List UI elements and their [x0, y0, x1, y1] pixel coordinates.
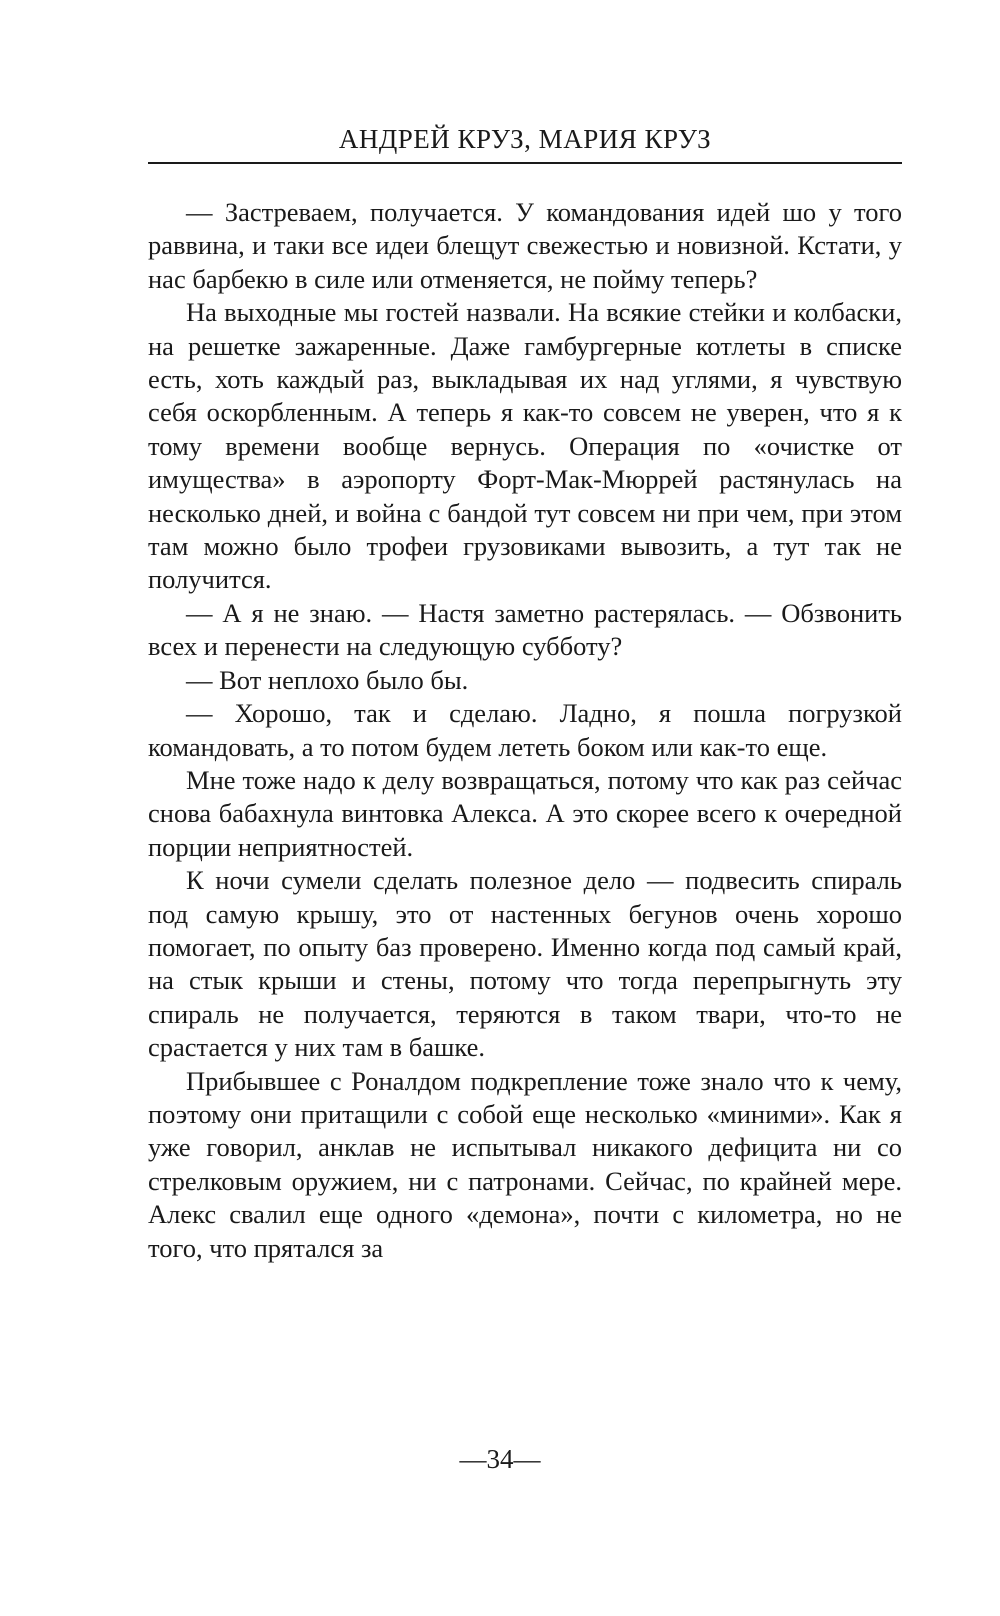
paragraph: На выходные мы гостей назвали. На всякие стейки и колбаски, на решетке зажаренные. Даже гамбургерные котлеты в списке есть, хоть каждый раз, выкладывая их над углями, я чувствую себя оскорбленным. А теперь я как-то совсем не уверен, что я к тому времени вообще вернусь. Операция по «очистке от имущества» в аэропорту Форт-Мак-Мюррей растянулась на несколько дней, и война с бандой тут совсем ни при чем, при этом там можно было трофеи грузовиками вывозить, а тут так не получится.	[148, 297, 902, 595]
paragraph: К ночи сумели сделать полезное дело — подвесить спираль под самую крышу, это от настенных бегунов очень хорошо помогает, по опыту баз проверено. Именно когда под самый край, на стык крыши и стены, потому что тогда перепрыгнуть эту спираль не получается, теряются в таком твари, что-то не срастается у них там в башке.	[148, 865, 902, 1063]
paragraph: Мне тоже надо к делу возвращаться, потому что как раз сейчас снова бабахнула винтовка Алекса. А это скорее всего к очередной порции неприятностей.	[148, 764, 902, 862]
paragraph: — А я не знаю. — Настя заметно растерялась. — Обзвонить всех и перенести на следующую субботу?	[148, 597, 902, 662]
paragraph: — Вот неплохо было бы.	[186, 664, 469, 695]
running-title: АНДРЕЙ КРУЗ, МАРИЯ КРУЗ	[338, 124, 712, 154]
page-number: —34—	[459, 1444, 541, 1474]
paragraph: — Хорошо, так и сделаю. Ладно, я пошла погрузкой командовать, а то потом будем лететь боком или как-то еще.	[148, 698, 902, 762]
paragraph: — Застреваем, получается. У командования идей шо у того раввина, и таки все идеи блещут свежестью и новизной. Кстати, у нас барбекю в силе или отменяется, не пойму теперь?	[148, 197, 902, 294]
paragraph: Прибывшее с Роналдом подкрепление тоже знало что к чему, поэтому они притащили с собой еще несколько «миними». Как я уже говорил, анклав не испытывал никакого дефицита ни со стрелковым оружием, ни с патронами. Сейчас, по крайней мере. Алекс свалил еще одного «демона», почти с километра, но не того, что прятался за	[148, 1065, 902, 1263]
body-text	[148, 196, 902, 1265]
header-rule	[148, 162, 902, 164]
